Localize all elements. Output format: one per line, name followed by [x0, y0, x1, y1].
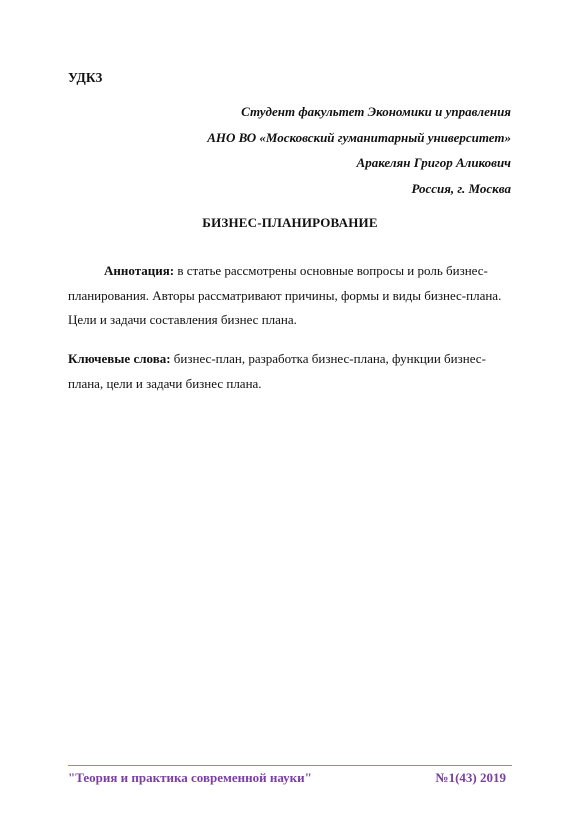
keywords-paragraph	[68, 347, 514, 396]
abstract-text: в статье рассмотрены основные вопросы и роль бизнес-планирования. Авторы рассматривают причины, формы и виды бизнес-плана. Цели и задачи составления бизнес плана.	[68, 263, 502, 327]
author-name: Аракелян Григор Аликович	[356, 155, 511, 170]
keywords-text: бизнес-план, разработка бизнес-плана, функции бизнес-плана, цели и задачи бизнес плана.	[68, 351, 486, 391]
footer-issue-number: №1(43) 2019	[435, 770, 506, 785]
author-university: АНО ВО «Московский гуманитарный университет»	[207, 129, 511, 145]
abstract-paragraph	[68, 259, 514, 333]
author-info	[207, 99, 511, 201]
footer-divider	[68, 765, 512, 766]
udk-code: УДК3	[68, 70, 103, 85]
author-faculty: Студент факультет Экономики и управления	[241, 104, 511, 119]
author-location: Россия, г. Москва	[411, 180, 511, 196]
article-title: БИЗНЕС-ПЛАНИРОВАНИЕ	[202, 215, 378, 230]
footer-journal-name: "Теория и практика современной науки"	[68, 770, 312, 785]
keywords-label: Ключевые слова:	[68, 351, 171, 366]
abstract-label: Аннотация:	[104, 263, 175, 278]
